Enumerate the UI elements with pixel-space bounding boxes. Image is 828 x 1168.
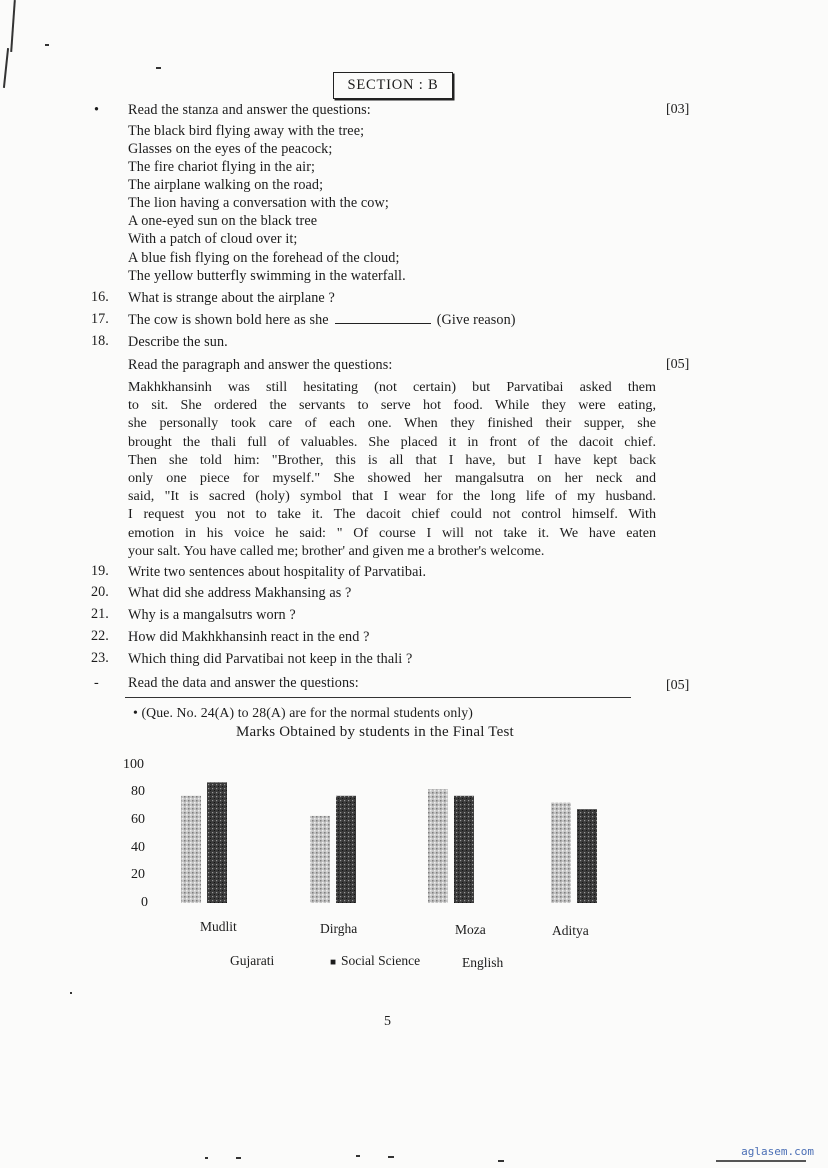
legend-label: Social Science bbox=[341, 953, 421, 968]
scan-mark bbox=[45, 44, 49, 46]
question-number: 21. bbox=[91, 606, 109, 622]
question-text: How did Makhkhansinh react in the end ? bbox=[128, 629, 370, 645]
x-category-label: Moza bbox=[455, 922, 486, 937]
scan-mark bbox=[156, 67, 161, 69]
dash-marker: - bbox=[94, 675, 99, 691]
question-number: 16. bbox=[91, 289, 109, 305]
paragraph-line: I request you not to take it. The dacoit chief could not control himself. With bbox=[128, 506, 656, 523]
question-text: Why is a mangalsutrs worn ? bbox=[128, 607, 296, 623]
scan-mark bbox=[236, 1157, 241, 1159]
question-number: 19. bbox=[91, 563, 109, 579]
scan-mark bbox=[3, 48, 9, 88]
data-marks: [05] bbox=[666, 678, 690, 693]
paragraph-line: to sit. She ordered the servants to serve hot food. While they were eating, bbox=[128, 397, 656, 414]
bar-mudlit-social-science bbox=[207, 782, 227, 903]
chart-title: Marks Obtained by students in the Final Test bbox=[236, 724, 514, 740]
question-number: 20. bbox=[91, 584, 109, 600]
paragraph-line: Makhkhansinh was still hesitating (not certain) but Parvatibai asked them bbox=[128, 379, 656, 395]
question-text: The cow is shown bold here as she bbox=[128, 312, 329, 328]
paragraph-marks: [05] bbox=[666, 357, 690, 372]
stanza-line: The yellow butterfly swimming in the waterfall. bbox=[128, 268, 406, 284]
legend-social-science bbox=[330, 953, 420, 969]
paragraph-text bbox=[128, 378, 656, 560]
section-title: SECTION : B bbox=[333, 72, 453, 99]
question-fill-blank bbox=[128, 311, 516, 329]
stanza-marks: [03] bbox=[666, 102, 690, 117]
paragraph-line: Then she told him: "Brother, this is all that I have, but I have kept back bbox=[128, 451, 656, 468]
question-number: 18. bbox=[91, 333, 109, 349]
bar-dirgha-social-science bbox=[336, 796, 356, 903]
question-number: 22. bbox=[91, 628, 109, 644]
paragraph-line: said, "It is sacred (holy) symbol that I wear for the long life of my husband. bbox=[128, 488, 656, 505]
y-tick-label: 20 bbox=[131, 867, 145, 882]
scan-mark bbox=[498, 1160, 504, 1162]
stanza-line: Glasses on the eyes of the peacock; bbox=[128, 141, 333, 157]
stanza-line: The black bird flying away with the tree; bbox=[128, 123, 365, 139]
x-category-label: Mudlit bbox=[200, 919, 237, 934]
y-tick-label: 100 bbox=[123, 757, 144, 772]
legend-english: English bbox=[462, 955, 504, 970]
page-number: 5 bbox=[384, 1014, 391, 1029]
stanza-instruction: Read the stanza and answer the questions: bbox=[128, 102, 371, 118]
scan-mark bbox=[205, 1157, 208, 1159]
scan-mark bbox=[10, 0, 15, 52]
question-text: What did she address Makhansing as ? bbox=[128, 585, 352, 601]
bar-aditya-social-science bbox=[577, 809, 597, 903]
bar-moza-gujarati bbox=[428, 789, 448, 903]
stanza-line: With a patch of cloud over it; bbox=[128, 231, 298, 247]
legend-swatch-icon: ■ bbox=[330, 957, 337, 968]
answer-blank bbox=[335, 311, 431, 324]
question-hint: (Give reason) bbox=[436, 312, 516, 328]
y-tick-label: 40 bbox=[131, 840, 145, 855]
stanza-line: The fire chariot flying in the air; bbox=[128, 159, 316, 175]
x-category-label: Aditya bbox=[552, 923, 589, 938]
watermark: aglasem.com bbox=[741, 1145, 814, 1158]
paragraph-line: she personally took care of each one. When they finished their supper, she bbox=[128, 415, 656, 432]
y-tick-label: 80 bbox=[131, 784, 145, 799]
paragraph-line: emotion in his voice he said: " Of course I will not take it. We have eaten bbox=[128, 524, 656, 541]
paragraph-instruction: Read the paragraph and answer the questions: bbox=[128, 357, 393, 373]
stanza-line: The airplane walking on the road; bbox=[128, 177, 324, 193]
question-number: 23. bbox=[91, 650, 109, 666]
legend-gujarati: Gujarati bbox=[230, 953, 275, 968]
bar-aditya-gujarati bbox=[551, 803, 571, 904]
y-tick-label: 0 bbox=[141, 895, 148, 910]
bar-moza-social-science bbox=[454, 796, 474, 903]
stanza-line: A blue fish flying on the forehead of the cloud; bbox=[128, 250, 400, 266]
paragraph-line: only one piece for myself." She showed her mangalsutra on her neck and bbox=[128, 470, 656, 487]
question-text: Describe the sun. bbox=[128, 334, 228, 350]
bar-mudlit-gujarati bbox=[181, 796, 201, 903]
paragraph-line: your salt. You have called me; brother' and given me a brother's welcome. bbox=[128, 542, 545, 559]
bullet-marker: • bbox=[94, 102, 100, 118]
divider-rule bbox=[125, 697, 631, 698]
scan-mark bbox=[356, 1155, 360, 1157]
data-instruction: Read the data and answer the questions: bbox=[128, 675, 359, 691]
bar-dirgha-gujarati bbox=[310, 816, 330, 903]
stanza-line: A one-eyed sun on the black tree bbox=[128, 213, 318, 229]
scan-mark bbox=[70, 992, 72, 994]
question-number: 17. bbox=[91, 311, 109, 327]
question-text: What is strange about the airplane ? bbox=[128, 290, 335, 306]
question-text: Which thing did Parvatibai not keep in the thali ? bbox=[128, 651, 413, 667]
x-category-label: Dirgha bbox=[320, 921, 358, 936]
scan-mark bbox=[716, 1160, 806, 1162]
question-note: • (Que. No. 24(A) to 28(A) are for the normal students only) bbox=[133, 705, 473, 720]
paragraph-line: brought the thali full of valuables. She placed it in front of the dacoit chief. bbox=[128, 433, 656, 450]
stanza-line: The lion having a conversation with the cow; bbox=[128, 195, 389, 211]
y-tick-label: 60 bbox=[131, 812, 145, 827]
question-text: Write two sentences about hospitality of Parvatibai. bbox=[128, 564, 427, 580]
scan-mark bbox=[388, 1156, 394, 1158]
